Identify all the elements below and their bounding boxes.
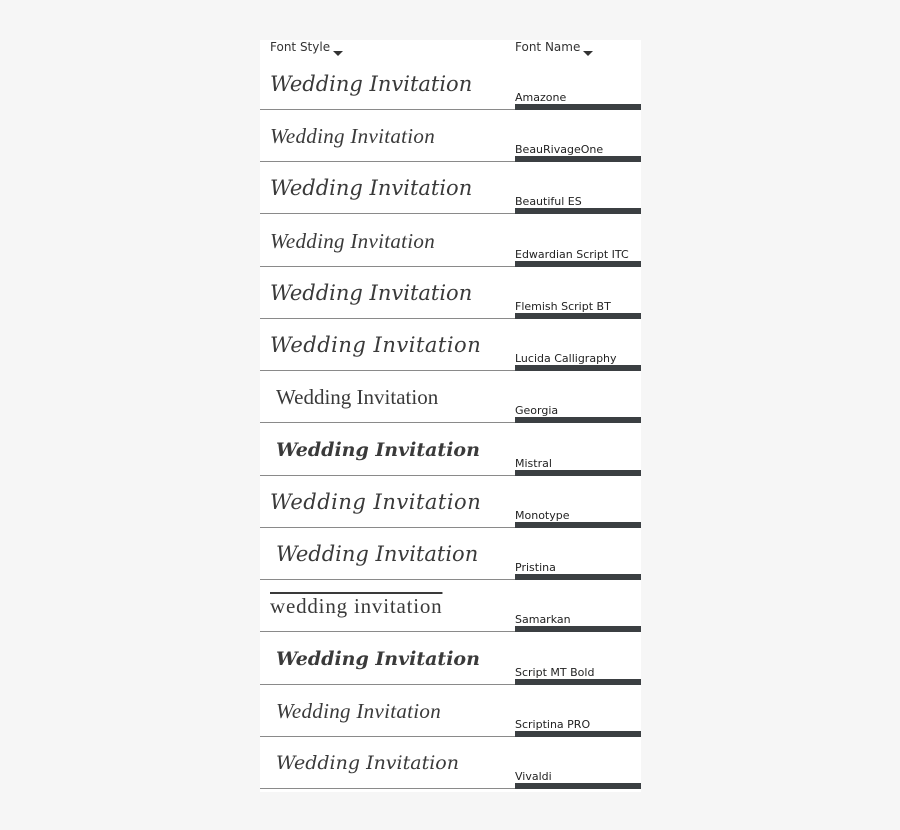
font-name: Edwardian Script ITC: [515, 248, 629, 261]
table-row: [260, 110, 641, 162]
font-name-bar: [515, 626, 641, 632]
font-name: Scriptina PRO: [515, 718, 591, 731]
table-row: [260, 162, 641, 214]
font-name: Georgia: [515, 404, 559, 417]
table-row: [260, 319, 641, 371]
table-row: [260, 371, 641, 423]
row-divider: [260, 631, 515, 632]
font-name: BeauRivageOne: [515, 143, 604, 156]
sort-down-arrow-icon[interactable]: [333, 51, 343, 56]
font-style-column-header[interactable]: [270, 40, 343, 56]
font-name: Monotype: [515, 509, 570, 522]
font-name: Script MT Bold: [515, 666, 595, 679]
font-sample: Wedding Invitation: [276, 648, 480, 670]
font-sample: Wedding Invitation: [270, 72, 473, 96]
font-name: Lucida Calligraphy: [515, 352, 617, 365]
font-name: Beautiful ES: [515, 195, 582, 208]
font-style-header-label: Font Style: [270, 40, 331, 54]
table-row: [260, 737, 641, 789]
table-row: [260, 580, 641, 632]
font-name-header-label: Font Name: [515, 40, 581, 54]
font-name: Flemish Script BT: [515, 300, 611, 313]
font-sample: Wedding Invitation: [270, 229, 436, 253]
row-divider: [260, 422, 515, 423]
font-sample: Wedding Invitation: [276, 385, 439, 409]
font-sample: Wedding Invitation: [270, 176, 473, 200]
table-row: [260, 215, 641, 267]
font-sample: wedding invitation: [270, 594, 443, 618]
font-sample: Wedding Invitation: [276, 439, 480, 461]
font-comparison-sheet: [260, 40, 641, 792]
font-sample: Wedding Invitation: [270, 490, 482, 514]
font-name-bar: [515, 783, 641, 789]
font-name: Vivaldi: [515, 770, 552, 783]
sort-down-arrow-icon[interactable]: [583, 51, 593, 56]
font-name: Pristina: [515, 561, 556, 574]
row-divider: [260, 213, 515, 214]
font-name-column-header[interactable]: [515, 40, 593, 56]
font-name-bar: [515, 417, 641, 423]
font-sample: Wedding Invitation: [276, 752, 459, 774]
font-sample: Wedding Invitation: [270, 124, 436, 148]
table-row: [260, 58, 641, 110]
font-name-bar: [515, 208, 641, 214]
font-sample: Wedding Invitation: [276, 699, 442, 723]
table-row: [260, 476, 641, 528]
font-name: Samarkan: [515, 613, 571, 626]
table-row: [260, 424, 641, 476]
font-sample: Wedding Invitation: [270, 281, 473, 305]
table-row: [260, 528, 641, 580]
table-row: [260, 633, 641, 685]
font-name: Amazone: [515, 91, 567, 104]
row-divider: [260, 788, 515, 789]
table-row: [260, 685, 641, 737]
font-name: Mistral: [515, 457, 552, 470]
font-sample: Wedding Invitation: [270, 333, 482, 357]
table-row: [260, 267, 641, 319]
font-sample: Wedding Invitation: [276, 542, 479, 566]
